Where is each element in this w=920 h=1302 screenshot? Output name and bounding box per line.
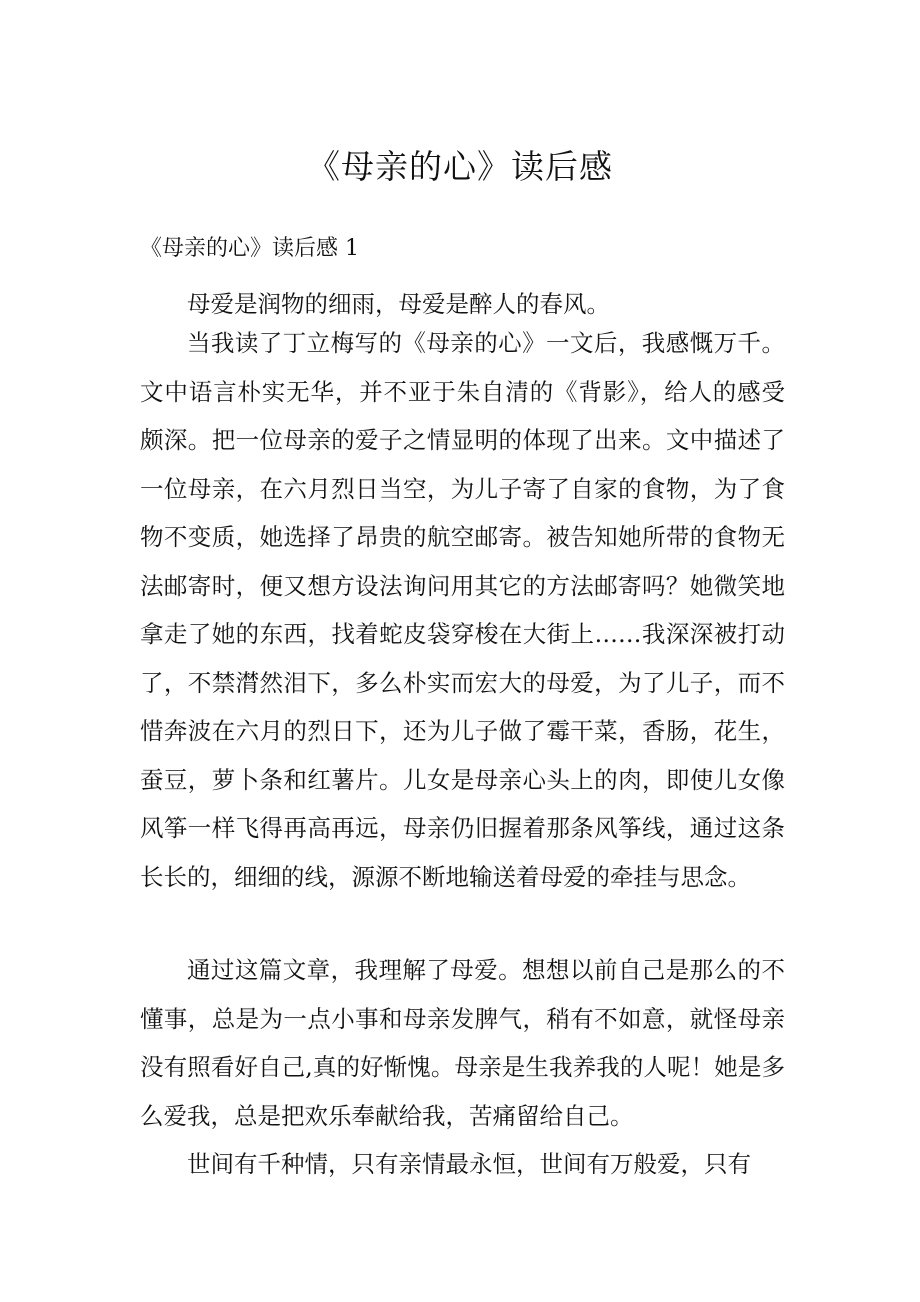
- body-text-block-2: [140, 319, 785, 901]
- body-text-block-3: [140, 946, 785, 1140]
- paragraph-4: 世间有千种情，只有亲情最永恒，世间有万般爱，只有: [187, 1150, 751, 1178]
- paragraph-3: 通过这篇文章，我理解了母爱。想想以前自己是那么的不懂事，总是为一点小事和母亲发脾气，稍有不如意，就怪母亲没有照看好自己,真的好惭愧。母亲是生我养我的人呢！她是多么爱我，总是把欢乐奉献给我，苦痛留给自己。: [140, 956, 785, 1130]
- section-heading: 《母亲的心》读后感 1: [140, 236, 359, 261]
- paragraph-2: 当我读了丁立梅写的《母亲的心》一文后，我感慨万千。文中语言朴实无华，并不亚于朱自清的《背影》，给人的感受颇深。把一位母亲的爱子之情显明的体现了出来。文中描述了一位母亲，在六月烈日当空，为儿子寄了自家的食物，为了食物不变质，她选择了昂贵的航空邮寄。被告知她所带的食物无法邮寄时，便又想方设法询问用其它的方法邮寄吗？她微笑地拿走了她的东西，找着蛇皮袋穿梭在大街上……我深深被打动了，不禁潸然泪下，多么朴实而宏大的母爱，为了儿子，而不惜奔波在六月的烈日下，还为儿子做了霉干菜，香肠，花生，蚕豆，萝卜条和红薯片。儿女是母亲心头上的肉，即使儿女像风筝一样飞得再高再远，母亲仍旧握着那条风筝线，通过这条长长的，细细的线，源源不断地输送着母爱的牵挂与思念。: [140, 329, 785, 891]
- document-title: 《母亲的心》读后感: [307, 147, 613, 186]
- paragraph-1: 母爱是润物的细雨，母爱是醉人的春风。: [187, 290, 610, 318]
- body-text-block-4: [140, 1140, 785, 1189]
